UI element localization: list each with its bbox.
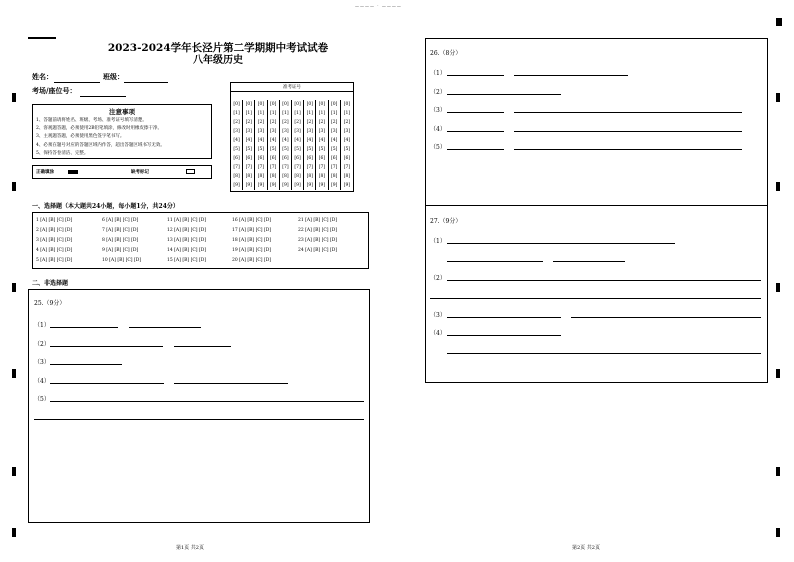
zhunkao-digit-bubble[interactable]: [5] [331,147,338,152]
q27-part3-line-a[interactable] [447,317,561,318]
q25-part3-line[interactable] [50,364,122,365]
zhunkao-digit-bubble[interactable]: [0] [245,102,252,107]
choice-question-bubbles[interactable]: 24 [A] [B] [C] [D] [298,248,338,253]
zhunkao-digit-bubble[interactable]: [7] [294,165,301,170]
q26-part4-line-b[interactable] [514,131,742,132]
q26-part1-line-a[interactable] [447,75,504,76]
zhunkao-digit-bubble[interactable]: [9] [318,183,326,188]
zhunkao-digit-bubble[interactable]: [7] [306,165,313,170]
zhunkao-digit-bubble[interactable]: [7] [282,165,289,170]
zhunkao-digit-bubble[interactable]: [6] [343,156,351,161]
q27-part1-line-c[interactable] [553,261,625,262]
q27-part4-line-a[interactable] [447,335,561,336]
choice-question-bubbles[interactable]: 20 [A] [B] [C] [D] [232,258,272,263]
zhunkao-digit-bubble[interactable]: [0] [294,102,301,107]
zhunkao-digit-bubble[interactable]: [3] [318,129,326,134]
choice-question-bubbles[interactable]: 5 [A] [B] [C] [D] [36,258,73,263]
zhunkao-digit-bubble[interactable]: [4] [282,138,289,143]
name-field[interactable] [54,82,100,83]
alignment-mark [12,369,16,378]
zhunkao-column [268,100,280,190]
zhunkao-digit-bubble[interactable]: [3] [343,129,351,134]
q27-part3-line-b[interactable] [571,317,761,318]
choice-question-bubbles[interactable]: 7 [A] [B] [C] [D] [102,228,139,233]
zhunkao-digit-bubble[interactable]: [4] [233,138,240,143]
fill-sample-box [32,165,212,179]
zhunkao-digit-bubble[interactable]: [2] [270,120,277,125]
zhunkao-digit-bubble[interactable]: [5] [245,147,252,152]
absent-label: 缺考标记 [131,170,149,175]
q25-part2-line-a[interactable] [50,346,163,347]
zhunkao-digit-bubble[interactable]: [8] [282,174,289,179]
q26-part1-label: （1） [430,70,446,77]
q25-part5-line-b[interactable] [34,419,364,420]
zhunkao-digit-bubble[interactable]: [6] [294,156,301,161]
alignment-mark [776,182,780,191]
q27-part1-label: （1） [430,238,446,245]
zhunkao-digit-bubble[interactable]: [6] [282,156,289,161]
zhunkao-column [280,100,292,190]
zhunkao-digit-bubble[interactable]: [1] [294,111,301,116]
zhunkao-digit-bubble[interactable]: [6] [306,156,313,161]
alignment-mark [776,467,780,476]
notice-item: 4、必须在题号对应的答题区域内作答，超出答题区域书写无效。 [36,142,165,148]
choice-question-bubbles[interactable]: 17 [A] [B] [C] [D] [232,228,272,233]
q26-part5-line-a[interactable] [447,149,504,150]
zhunkao-digit-bubble[interactable]: [6] [245,156,252,161]
q27-part4-label: （4） [430,330,446,337]
zhunkao-column [243,100,255,190]
q27-part2-line-a[interactable] [447,280,761,281]
q27-title: 27.（9分） [430,218,462,225]
alignment-mark [12,93,16,102]
zhunkao-column [255,100,267,190]
zhunkao-digit-bubble[interactable]: [1] [233,111,240,116]
choice-question-bubbles[interactable]: 14 [A] [B] [C] [D] [167,248,207,253]
zhunkao-digit-bubble[interactable]: [1] [318,111,326,116]
q25-part4-label: （4） [34,378,50,385]
q27-part1-line-a[interactable] [447,243,675,244]
q25-part5-line-a[interactable] [50,401,364,402]
q26-part2-label: （2） [430,89,446,96]
choice-question-bubbles[interactable]: 18 [A] [B] [C] [D] [232,238,272,243]
zhunkao-digit-bubble[interactable]: [5] [318,147,326,152]
alignment-mark [776,18,782,26]
zhunkao-digit-bubble[interactable]: [3] [331,129,338,134]
q26-part4-label: （4） [430,126,446,133]
zhunkao-digit-bubble[interactable]: [7] [257,165,265,170]
zhunkao-digit-bubble[interactable]: [6] [233,156,240,161]
zhunkao-digit-bubble[interactable]: [4] [270,138,277,143]
zhunkao-digit-bubble[interactable]: [1] [343,111,351,116]
zhunkao-digit-bubble[interactable]: [8] [343,174,351,179]
choice-question-bubbles[interactable]: 8 [A] [B] [C] [D] [102,238,139,243]
zhunkao-digit-bubble[interactable]: [8] [257,174,265,179]
choice-question-bubbles[interactable]: 6 [A] [B] [C] [D] [102,218,139,223]
top-header-text: ———— · ———— [355,3,402,8]
zhunkao-digit-bubble[interactable]: [3] [282,129,289,134]
zhunkao-digit-bubble[interactable]: [8] [331,174,338,179]
choice-question-bubbles[interactable]: 21 [A] [B] [C] [D] [298,218,338,223]
zhunkao-digit-bubble[interactable]: [6] [270,156,277,161]
zhunkao-digit-bubble[interactable]: [4] [257,138,265,143]
exam-title: 2023-2024学年长泾片第二学期期中考试试卷 [107,42,329,54]
q25-part1-label: （1） [34,322,50,329]
alignment-mark [776,283,780,292]
zhunkao-digit-bubble[interactable]: [3] [233,129,240,134]
choice-question-bubbles[interactable]: 11 [A] [B] [C] [D] [167,218,207,223]
zhunkao-digit-bubble[interactable]: [4] [318,138,326,143]
q25-part2-line-b[interactable] [174,346,231,347]
q27-answer-box [425,205,768,383]
zhunkao-digit-bubble[interactable]: [4] [245,138,252,143]
q25-part4-line-a[interactable] [50,383,164,384]
q25-part3-label: （3） [34,359,50,366]
seat-field[interactable] [80,96,126,97]
choice-question-bubbles[interactable]: 23 [A] [B] [C] [D] [298,238,338,243]
zhunkao-digit-bubble[interactable]: [3] [245,129,252,134]
alignment-mark [776,528,780,537]
corner-mark-top-left [28,37,56,40]
zhunkao-digit-bubble[interactable]: [0] [270,102,277,107]
q26-part4-line-a[interactable] [447,131,504,132]
zhunkao-digit-bubble[interactable]: [2] [282,120,289,125]
exam-subtitle: 八年级历史 [193,55,243,66]
zhunkao-digit-bubble[interactable]: [0] [257,102,265,107]
choice-question-bubbles[interactable]: 22 [A] [B] [C] [D] [298,228,338,233]
zhunkao-digit-bubble[interactable]: [5] [343,147,351,152]
q26-title: 26.（8分） [430,50,462,57]
q26-part5-line-b[interactable] [514,149,742,150]
q26-part3-label: （3） [430,107,446,114]
page2-footer: 第2页 共2页 [572,545,600,551]
notice-item: 3、主观题答题，必须使用黑色签字笔书写。 [36,134,125,140]
q25-title: 25.（9分） [34,300,66,307]
zhunkao-column [341,100,353,190]
zhunkao-digit-bubble[interactable]: [2] [318,120,326,125]
choice-question-bubbles[interactable]: 16 [A] [B] [C] [D] [232,218,272,223]
absent-checkbox[interactable] [186,169,195,174]
zhunkao-digit-bubble[interactable]: [3] [306,129,313,134]
zhunkao-digit-bubble[interactable]: [2] [331,120,338,125]
zhunkao-digit-bubble[interactable]: [6] [331,156,338,161]
choice-question-bubbles[interactable]: 15 [A] [B] [C] [D] [167,258,207,263]
class-field[interactable] [124,82,168,83]
zhunkao-digit-bubble[interactable]: [7] [245,165,252,170]
notice-item: 2、客观题答题，必须使用2B铅笔填涂，修改时用橡皮擦干净。 [36,126,163,132]
choice-question-bubbles[interactable]: 3 [A] [B] [C] [D] [36,238,73,243]
q27-part4-line-b[interactable] [447,353,761,354]
q25-part1-line-a[interactable] [50,327,118,328]
choice-question-bubbles[interactable]: 12 [A] [B] [C] [D] [167,228,207,233]
page1-footer: 第1页 共2页 [176,545,204,551]
zhunkao-digit-bubble[interactable]: [1] [245,111,252,116]
zhunkao-digit-bubble[interactable]: [1] [306,111,313,116]
zhunkao-digit-bubble[interactable]: [6] [318,156,326,161]
q27-part2-label: （2） [430,275,446,282]
zhunkao-digit-bubble[interactable]: [5] [306,147,313,152]
zhunkao-digit-bubble[interactable]: [4] [343,138,351,143]
zhunkao-digit-bubble[interactable]: [0] [233,102,240,107]
zhunkao-digit-bubble[interactable]: [2] [343,120,351,125]
zhunkao-digit-bubble[interactable]: [9] [257,183,265,188]
zhunkao-digit-bubble[interactable]: [9] [282,183,289,188]
q27-part3-label: （3） [430,312,446,319]
zhunkao-digit-bubble[interactable]: [7] [270,165,277,170]
zhunkao-digit-bubble[interactable]: [8] [233,174,240,179]
choice-question-bubbles[interactable]: 4 [A] [B] [C] [D] [36,248,73,253]
zhunkao-digit-bubble[interactable]: [8] [306,174,313,179]
zhunkao-digit-bubble[interactable]: [2] [257,120,265,125]
zhunkao-digit-bubble[interactable]: [8] [294,174,301,179]
choice-question-bubbles[interactable]: 9 [A] [B] [C] [D] [102,248,139,253]
zhunkao-digit-bubble[interactable]: [1] [331,111,338,116]
seat-label: 考场/座位号： [32,86,77,95]
correct-fill-sample [68,170,78,174]
alignment-mark [12,467,16,476]
zhunkao-header: 准考证号 [231,83,353,92]
q26-part3-line-a[interactable] [447,112,504,113]
zhunkao-column [329,100,341,190]
zhunkao-digit-bubble[interactable]: [5] [257,147,265,152]
notice-list [33,117,211,158]
zhunkao-digit-bubble[interactable]: [6] [257,156,265,161]
name-label: 姓名： [32,72,53,81]
zhunkao-digit-bubble[interactable]: [0] [282,102,289,107]
alignment-mark [12,283,16,292]
zhunkao-digit-bubble[interactable]: [9] [331,183,338,188]
zhunkao-digit-bubble[interactable]: [7] [343,165,351,170]
zhunkao-digit-bubble[interactable]: [5] [294,147,301,152]
q26-part1-line-b[interactable] [514,75,628,76]
choice-question-bubbles[interactable]: 1 [A] [B] [C] [D] [36,218,73,223]
zhunkao-digit-bubble[interactable]: [2] [306,120,313,125]
q26-part5-label: （5） [430,144,446,151]
q26-answer-box [425,38,768,206]
zhunkao-digit-bubble[interactable]: [8] [318,174,326,179]
notice-item: 1、答题前请将姓名、班级、考场、准考证号填写清楚。 [36,118,147,123]
zhunkao-digit-bubble[interactable]: [4] [306,138,313,143]
q26-part2-line[interactable] [447,94,561,95]
zhunkao-digit-bubble[interactable]: [0] [318,102,326,107]
zhunkao-digit-bubble[interactable]: [0] [331,102,338,107]
zhunkao-digit-bubble[interactable]: [5] [282,147,289,152]
correct-fill-label: 正确填涂 [36,170,54,175]
zhunkao-digit-bubble[interactable]: [9] [294,183,301,188]
zhunkao-digit-bubble[interactable]: [2] [233,120,240,125]
alignment-mark [12,182,16,191]
class-label: 班级： [103,72,124,81]
section2-title: 二、非选择题 [32,280,69,287]
zhunkao-column [231,100,243,190]
q27-part1-line-b[interactable] [447,261,543,262]
zhunkao-digit-bubble[interactable]: [1] [282,111,289,116]
zhunkao-digit-bubble[interactable]: [3] [257,129,265,134]
zhunkao-digit-bubble[interactable]: [8] [270,174,277,179]
zhunkao-digit-bubble[interactable]: [3] [270,129,277,134]
choice-grid [36,216,366,268]
q25-part4-line-b[interactable] [174,383,288,384]
zhunkao-digit-bubble[interactable]: [4] [294,138,301,143]
zhunkao-digit-bubble[interactable]: [9] [343,183,351,188]
q26-part3-line-b[interactable] [514,112,742,113]
q25-part5-label: （5） [34,396,50,403]
zhunkao-digit-bubble[interactable]: [5] [270,147,277,152]
q25-answer-box [28,289,370,523]
zhunkao-column [304,100,316,190]
choice-question-bubbles[interactable]: 19 [A] [B] [C] [D] [232,248,272,253]
zhunkao-digit-bubble[interactable]: [4] [331,138,338,143]
alignment-mark [776,369,780,378]
zhunkao-digit-bubble[interactable]: [9] [270,183,277,188]
q25-part1-line-b[interactable] [129,327,201,328]
notice-item: 5、保持答卷清洁、完整。 [36,150,89,156]
zhunkao-digit-bubble[interactable]: [9] [245,183,252,188]
zhunkao-digit-bubble[interactable]: [3] [294,129,301,134]
choice-question-bubbles[interactable]: 10 [A] [B] [C] [D] [102,258,142,263]
zhunkao-digit-bubble[interactable]: [7] [331,165,338,170]
alignment-mark [776,93,780,102]
zhunkao-digit-bubble[interactable]: [7] [318,165,326,170]
zhunkao-digit-bubble[interactable]: [1] [270,111,277,116]
zhunkao-digit-bubble[interactable]: [7] [233,165,240,170]
zhunkao-digit-bubble[interactable]: [9] [233,183,240,188]
zhunkao-digit-bubble[interactable]: [2] [294,120,301,125]
notice-title: 注意事项 [109,108,135,116]
zhunkao-digit-bubble[interactable]: [2] [245,120,252,125]
zhunkao-digit-bubble[interactable]: [0] [343,102,351,107]
choice-question-bubbles[interactable]: 13 [A] [B] [C] [D] [167,238,207,243]
choice-question-bubbles[interactable]: 2 [A] [B] [C] [D] [36,228,73,233]
section1-title: 一、选择题（本大题共24小题，每小题1分，共24分） [32,203,179,210]
notice-box [32,104,212,159]
zhunkao-digit-bubble[interactable]: [0] [306,102,313,107]
alignment-mark [12,528,16,537]
zhunkao-digit-bubble[interactable]: [9] [306,183,313,188]
zhunkao-digit-bubble[interactable]: [1] [257,111,265,116]
zhunkao-digit-bubble[interactable]: [8] [245,174,252,179]
zhunkao-digit-bubble[interactable]: [5] [233,147,240,152]
zhunkao-digit-grid[interactable] [231,100,353,190]
q25-part2-label: （2） [34,341,50,348]
zhunkao-column [292,100,304,190]
zhunkao-column [316,100,328,190]
q27-part2-line-b[interactable] [430,298,761,299]
